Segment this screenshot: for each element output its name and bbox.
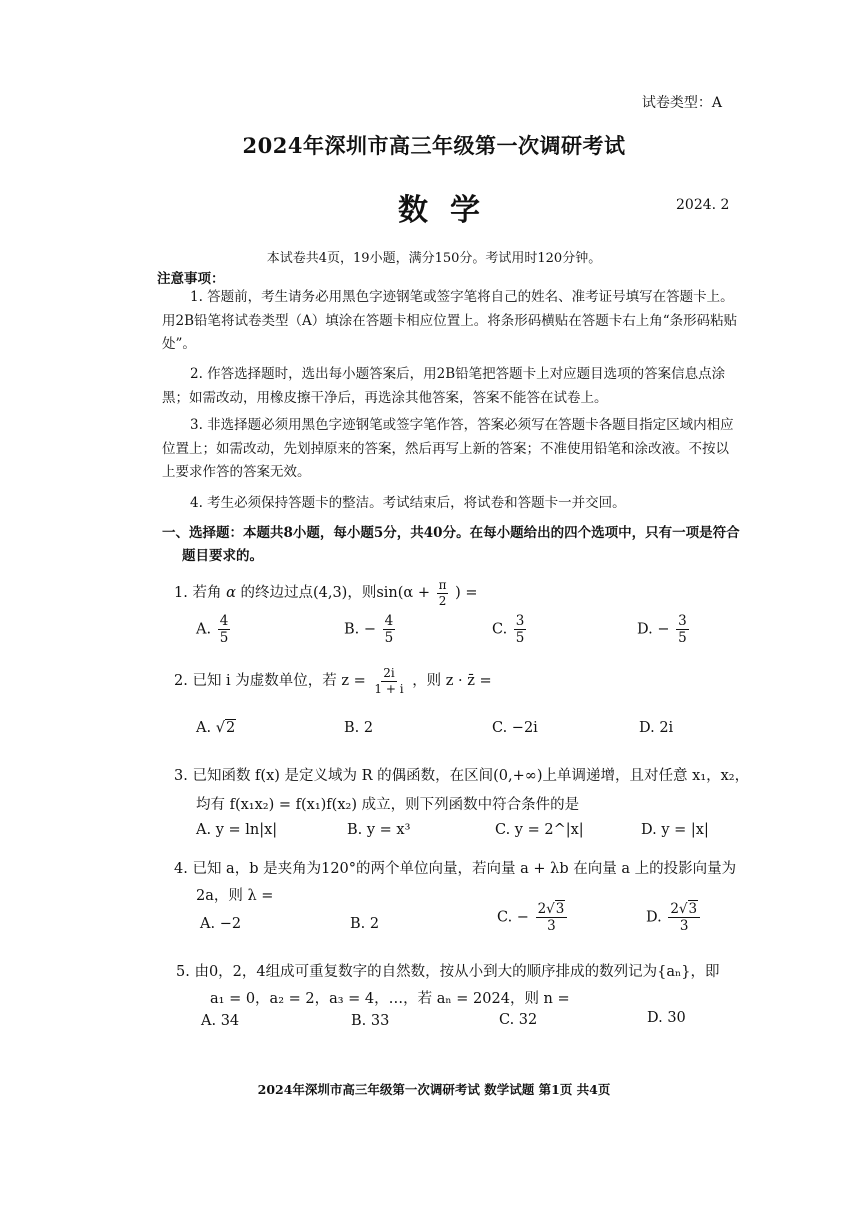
q1-mid: 的终边过点(4,3)，则sin(α +: [240, 585, 430, 602]
q3-option-b: B. y = x³: [347, 822, 411, 838]
q1-c-frac: [514, 614, 527, 645]
exam-date: 2024. 2: [676, 197, 730, 213]
q2-a-sqrt: √2: [215, 720, 236, 736]
q4-option-d: [646, 902, 702, 933]
page-footer: 2024年深圳市高三年级第一次调研考试 数学试题 第1页 共4页: [257, 1082, 611, 1097]
q4-d-radicand: 3: [688, 901, 698, 917]
q5-option-c: C. 32: [499, 1012, 538, 1028]
question-1-stem: [174, 579, 478, 607]
q1-c-den: 5: [515, 630, 525, 647]
q1-b-frac: [383, 614, 396, 645]
question-5-line1: 5. 由0，2，4组成可重复数字的自然数，按从小到大的顺序排成的数列记为{aₙ}，即: [176, 964, 720, 980]
q1-option-b: [344, 614, 397, 645]
q1-suffix: ) =: [455, 585, 478, 602]
q4-option-a: A. −2: [200, 916, 242, 932]
question-4-line1: 4. 已知 a，b 是夹角为120°的两个单位向量，若向量 a + λb 在向量 a 上的投影向量为: [174, 861, 737, 877]
q2-prefix: 2. 已知 i 为虚数单位，若 z =: [174, 673, 366, 690]
q2-option-b: B. 2: [344, 720, 374, 736]
q1-a-label: A.: [196, 621, 212, 638]
q2-option-d: D. 2i: [639, 720, 674, 736]
q4-c-frac: [536, 902, 568, 933]
exam-intro: 本试卷共4页，19小题，满分150分。考试用时120分钟。: [266, 251, 602, 266]
q2-frac-den: 1 + i: [374, 681, 404, 696]
q3-option-a: A. y = ln|x|: [196, 822, 278, 838]
subject-title: 数学: [398, 193, 502, 228]
notice-heading: 注意事项：: [157, 271, 225, 287]
question-5-line2: a₁ = 0，a₂ = 2，a₃ = 4，…，若 aₙ = 2024，则 n =: [210, 991, 570, 1007]
q2-frac-num: 2i: [383, 666, 395, 680]
notice-item: 3. 非选择题必须用黑色字迹钢笔或签字笔作答，答案必须写在答题卡各题目指定区域内相应位置上；如需改动，先划掉原来的答案，然后再写上新的答案；不准使用铅笔和涂改液。不按以上要求作答的答案无效。: [162, 417, 734, 480]
q2-fraction: [372, 667, 405, 695]
q4-d-num: 2√3: [668, 902, 700, 918]
q4-d-coef: 2: [670, 901, 679, 917]
q5-option-a: A. 34: [201, 1013, 240, 1029]
q4-d-label: D.: [646, 909, 662, 926]
section-heading: 一、选择题：本题共8小题，每小题5分，共40分。在每小题给出的四个选项中，只有一项是符合题目要求的。: [162, 525, 740, 564]
q1-b-den: 5: [384, 630, 394, 647]
q1-c-num: 3: [515, 613, 525, 629]
q4-c-den: 3: [547, 918, 556, 935]
q5-option-d: D. 30: [647, 1010, 686, 1026]
exam-title: 2024年深圳市高三年级第一次调研考试: [242, 133, 626, 158]
q1-d-den: 5: [678, 630, 687, 647]
q1-option-a: [196, 614, 232, 645]
q3-option-d: D. y = |x|: [641, 822, 709, 838]
q1-a-frac: [218, 614, 231, 645]
q1-option-d: [637, 614, 691, 645]
q4-c-num: 2√3: [536, 902, 568, 918]
q4-option-c: [497, 902, 569, 933]
question-3-line2: 均有 f(x₁x₂) = f(x₁)f(x₂) 成立，则下列函数中符合条件的是: [196, 797, 580, 813]
q4-d-frac: [668, 902, 700, 933]
q1-a-num: 4: [219, 613, 229, 629]
q2-a-radicand: 2: [225, 720, 236, 736]
q1-frac-den: 2: [438, 593, 447, 608]
q1-var: α: [226, 585, 236, 602]
q1-a-den: 5: [219, 630, 229, 647]
question-2-stem: [174, 667, 492, 695]
q1-d-num: 3: [678, 613, 687, 629]
q1-c-label: C.: [492, 621, 508, 638]
q3-option-c: C. y = 2^|x|: [495, 822, 584, 838]
q1-b-num: 4: [384, 613, 394, 629]
q4-c-label: C. −: [497, 909, 529, 926]
q4-c-coef: 2: [537, 901, 547, 917]
q2-option-c: C. −2i: [492, 720, 538, 736]
question-4-line2: 2a，则 λ =: [196, 888, 274, 904]
q1-frac-num: π: [438, 578, 447, 592]
q4-d-den: 3: [679, 918, 689, 935]
q4-option-b: B. 2: [350, 916, 380, 932]
q1-d-label: D. −: [637, 621, 670, 638]
q5-option-b: B. 33: [351, 1013, 390, 1029]
q1-d-frac: [676, 614, 689, 645]
notice-item: 1. 答题前，考生请务必用黑色字迹钢笔或签字笔将自己的姓名、准考证号填写在答题卡上。用2B铅笔将试卷类型（A）填涂在答题卡相应位置上。将条形码横贴在答题卡右上角“条形码粘贴处”。: [162, 289, 738, 352]
q1-b-label: B. −: [344, 621, 377, 638]
paper-type-label: 试卷类型：A: [641, 95, 722, 111]
q1-fraction: [437, 579, 449, 607]
q1-option-c: [492, 614, 528, 645]
notice-item: 4. 考生必须保持答题卡的整洁。考试结束后，将试卷和答题卡一并交回。: [190, 495, 626, 511]
q4-c-radicand: 3: [555, 901, 565, 917]
question-3-line1: 3. 已知函数 f(x) 是定义域为 R 的偶函数，在区间(0,+∞)上单调递增，且对任意 x₁，x₂，: [174, 768, 750, 784]
q2-a-label: A.: [196, 720, 212, 736]
q2-suffix: ，则 z · z̄ =: [412, 673, 492, 690]
q2-option-a: [196, 720, 236, 736]
notice-item: 2. 作答选择题时，选出每小题答案后，用2B铅笔把答题卡上对应题目选项的答案信息点涂黑；如需改动，用橡皮擦干净后，再选涂其他答案，答案不能答在试卷上。: [162, 366, 726, 406]
q1-prefix: 1. 若角: [174, 585, 222, 602]
